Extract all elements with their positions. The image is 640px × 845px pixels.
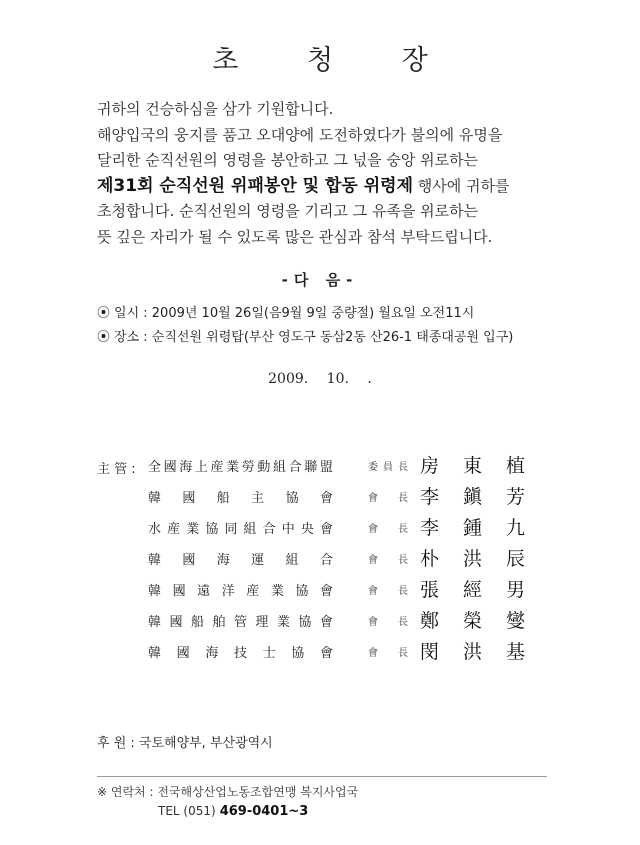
body-line-2: 해양입국의 웅지를 품고 오대양에 도전하였다가 불의에 유명을 [97, 125, 503, 144]
host-row [0, 451, 640, 479]
host-org: 韓 國 船 主 協 會 [148, 491, 333, 506]
invitation-body [97, 97, 567, 250]
issue-date: 2009. 10. . [268, 371, 372, 387]
details-heading: -다 음- [281, 271, 359, 289]
event-name: 제31회 순직선원 위패봉안 및 합동 위령제 [97, 175, 414, 196]
host-title: 會 長 [368, 524, 408, 535]
body-line-5: 초청합니다. 순직선원의 영령을 기리고 그 유족을 위로하는 [97, 202, 479, 220]
host-title: 會 長 [368, 586, 408, 597]
host-title: 會 長 [368, 617, 408, 628]
host-name: 朴 洪 辰 [420, 548, 525, 570]
host-row [0, 482, 640, 510]
host-org: 韓 國 船 舶 管 理 業 協 會 [148, 615, 333, 630]
host-name: 張 經 男 [420, 579, 525, 601]
contact-line: ※ 연락처 : 전국해상산업노동조합연맹 복지사업국 [97, 785, 359, 799]
host-title: 委 員 長 [368, 462, 408, 473]
host-name: 房 東 植 [420, 455, 525, 477]
host-org: 韓 國 遠 洋 産 業 協 會 [148, 584, 333, 599]
host-title: 會 長 [368, 648, 408, 659]
bullet-icon: ⦿ [97, 330, 111, 345]
tel-label: TEL (051) [158, 804, 216, 818]
host-name: 閔 洪 基 [420, 641, 525, 663]
host-row [0, 637, 640, 665]
host-name: 李 鍾 九 [420, 517, 525, 539]
host-row [0, 513, 640, 541]
host-name: 鄭 榮 燮 [420, 610, 525, 632]
host-org: 韓 國 海 技 士 協 會 [148, 646, 333, 661]
location-info [97, 326, 513, 345]
datetime-info [97, 302, 474, 321]
sponsor-line: 후 원 : 국토해양부, 부산광역시 [97, 736, 273, 751]
location-text: 장소 : 순직선원 위령탑(부산 영도구 동삼2동 산26-1 태종대공원 입구) [114, 330, 514, 345]
host-title: 會 長 [368, 555, 408, 566]
body-line-1: 귀하의 건승하심을 삼가 기원합니다. [97, 100, 334, 118]
body-line-6: 뜻 깊은 자리가 될 수 있도록 많은 관심과 참석 부탁드립니다. [97, 227, 493, 246]
page-title: 초 청 장 [212, 45, 458, 76]
host-org: 全 國 海 上 産 業 勞 動 組 合 聯 盟 [148, 460, 333, 475]
host-row [0, 575, 640, 603]
host-org: 水 産 業 協 同 組 合 中 央 會 [148, 522, 333, 537]
host-row [0, 544, 640, 572]
host-name: 李 鎭 芳 [420, 486, 525, 508]
host-row [0, 606, 640, 634]
tel-line [158, 804, 308, 819]
body-line-4-suffix: 행사에 귀하를 [413, 176, 510, 195]
body-line-4 [97, 174, 567, 200]
hosts-label: 主 管 : [97, 462, 136, 477]
divider [97, 776, 547, 777]
host-title: 會 長 [368, 493, 408, 504]
tel-number: 469-0401~3 [219, 804, 309, 819]
host-org: 韓 國 海 運 組 合 [148, 553, 333, 568]
datetime-text: 일시 : 2009년 10월 26일(음9월 9일 중량절) 월요일 오전11시 [114, 306, 475, 321]
body-line-3: 달리한 순직선원의 영령을 봉안하고 그 넋을 숭앙 위로하는 [97, 151, 479, 169]
bullet-icon: ⦿ [97, 306, 111, 321]
